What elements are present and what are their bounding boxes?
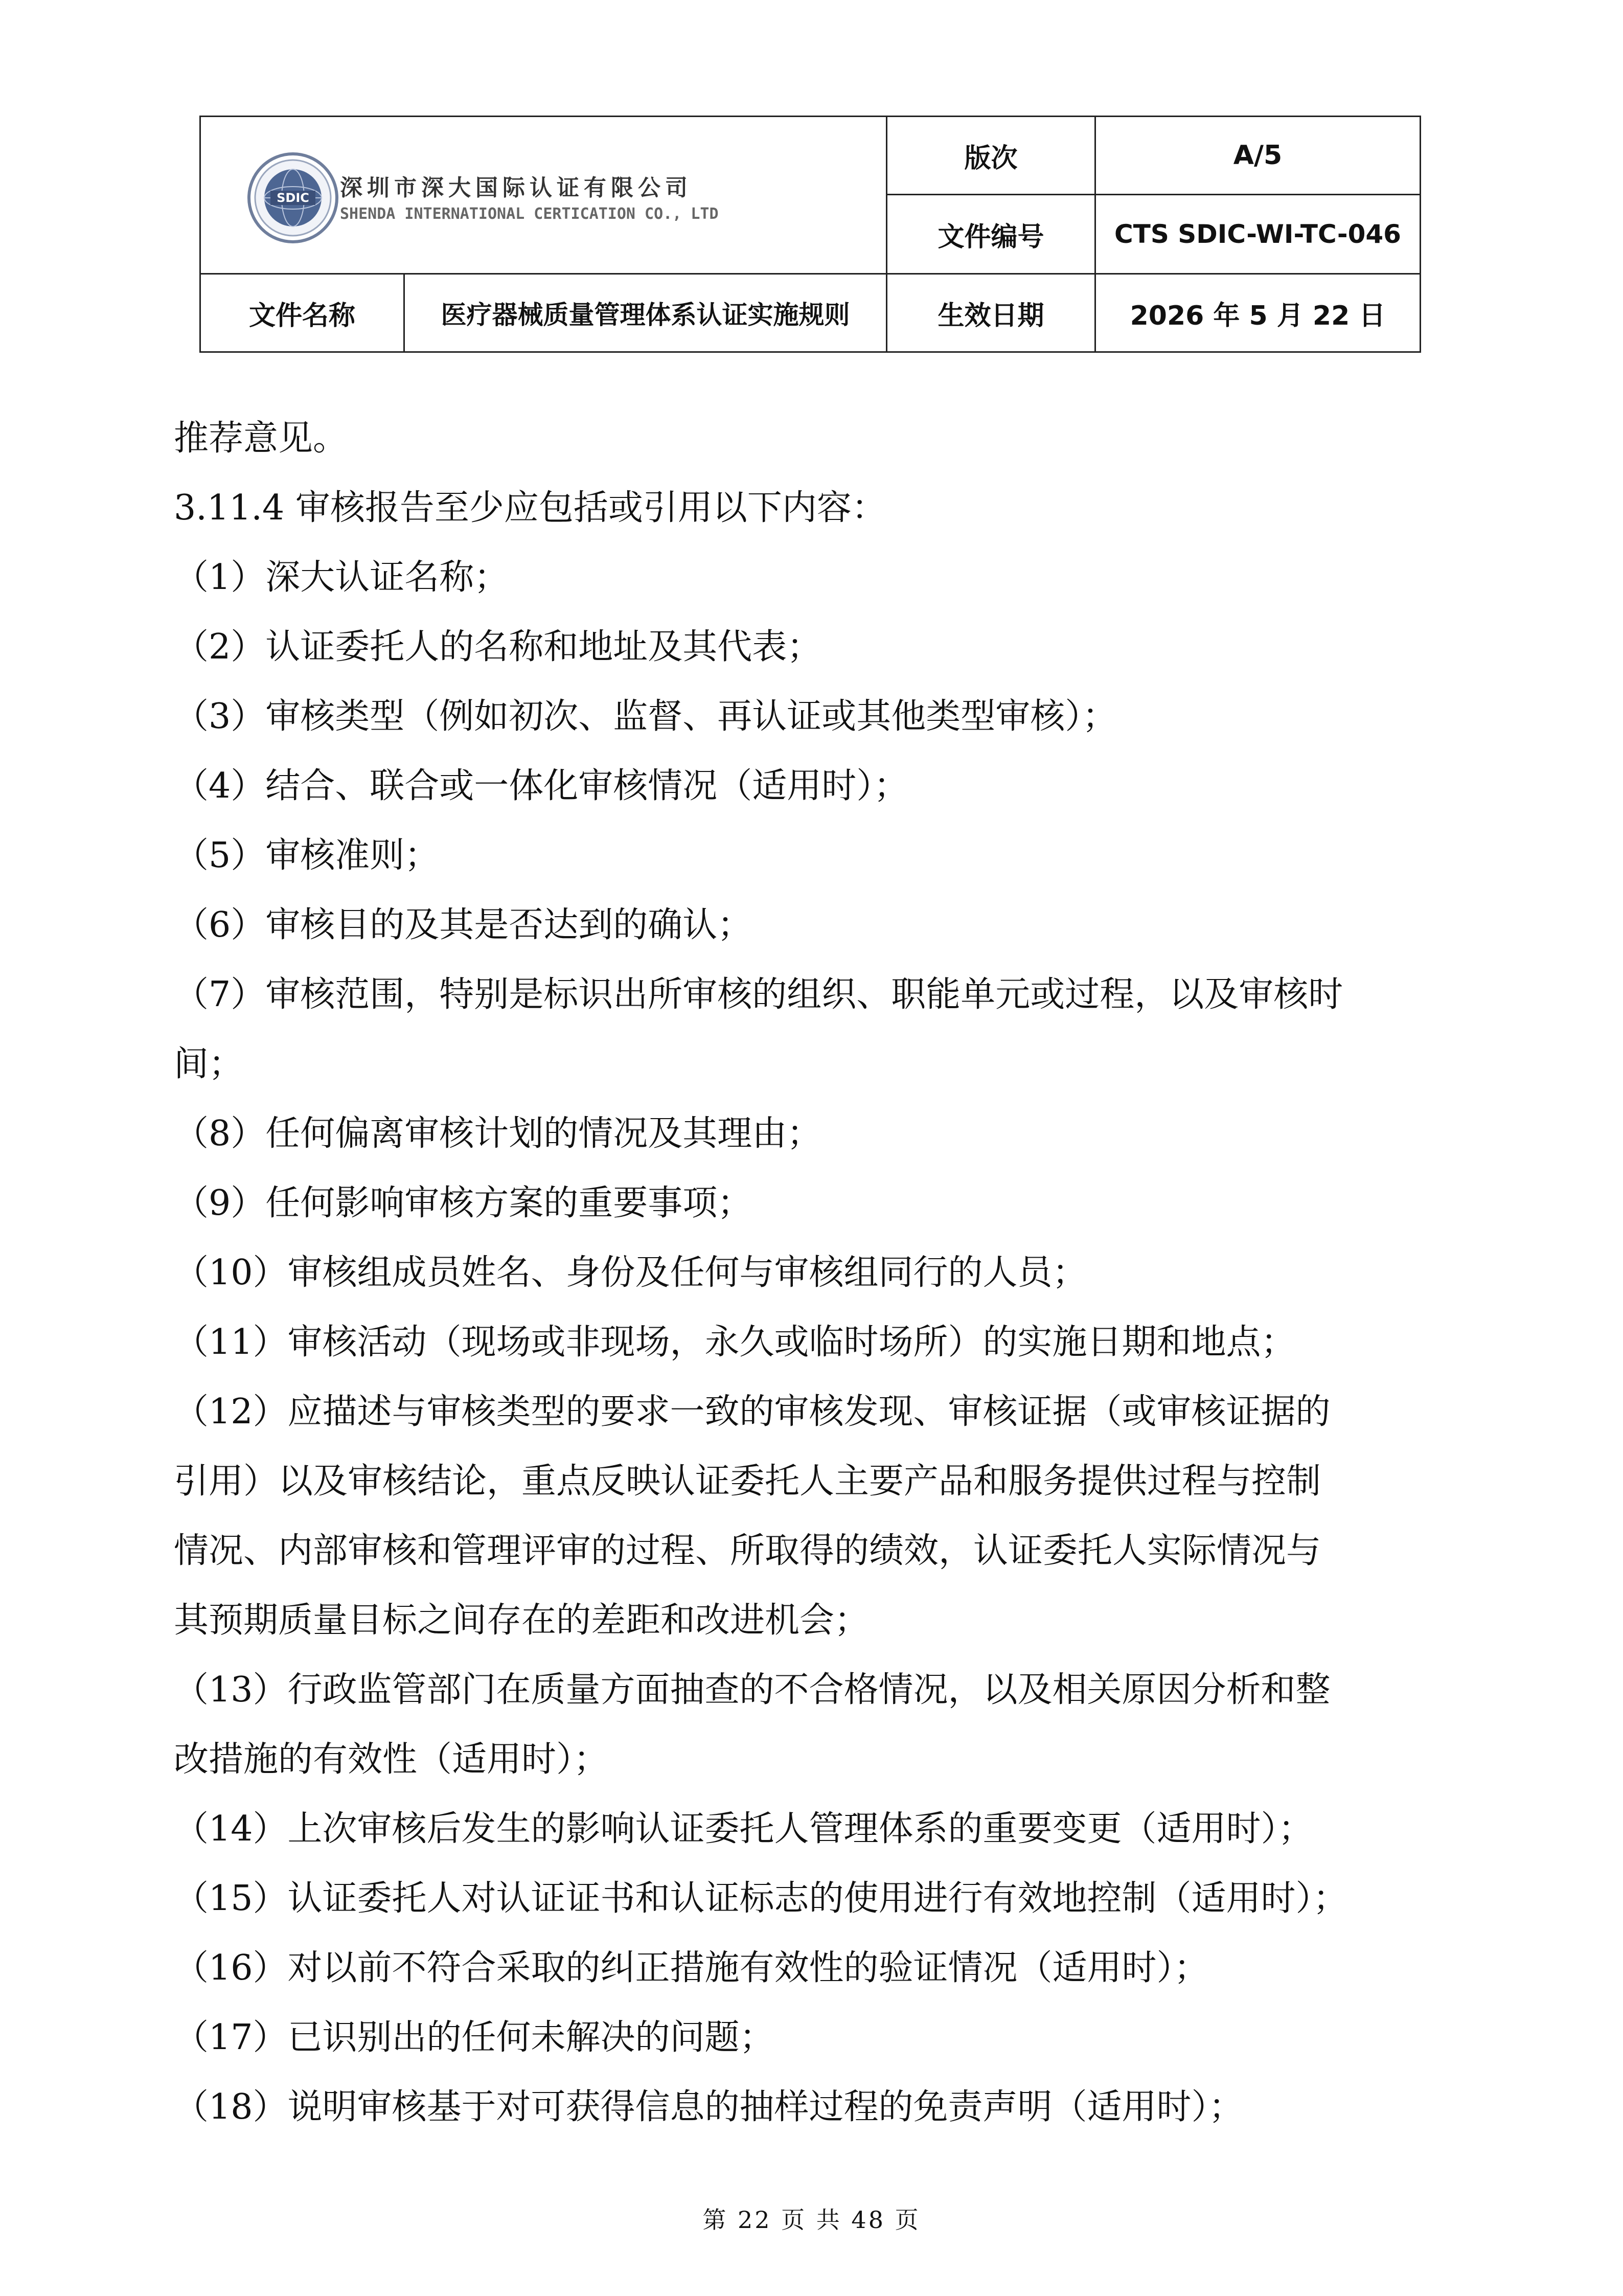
list-item: （13）行政监管部门在质量方面抽查的不合格情况，以及相关原因分析和整 [174, 1670, 1331, 1710]
list-item: （15）认证委托人对认证证书和认证标志的使用进行有效地控制（适用时）； [174, 1878, 1348, 1919]
doc-name-label: 文件名称 [248, 300, 355, 331]
list-item-continuation: 其预期质量目标之间存在的差距和改进机会； [174, 1600, 870, 1641]
list-item: （9）任何影响审核方案的重要事项； [174, 1183, 752, 1223]
effective-date-label: 生效日期 [938, 300, 1044, 331]
svg-text:SDIC: SDIC [277, 191, 309, 205]
list-item: （1）深大认证名称； [174, 557, 509, 598]
list-item: （8）任何偏离审核计划的情况及其理由； [174, 1113, 822, 1154]
list-item: （16）对以前不符合采取的纠正措施有效性的验证情况（适用时）； [174, 1948, 1209, 1988]
list-item: （17）已识别出的任何未解决的问题； [174, 2017, 774, 2058]
company-name-en: SHENDA INTERNATIONAL CERTICATION CO., LTD [340, 205, 719, 223]
document-header-table [199, 116, 1421, 353]
list-item: （12）应描述与审核类型的要求一致的审核发现、审核证据（或审核证据的 [174, 1392, 1331, 1432]
doc-name-value: 医疗器械质量管理体系认证实施规则 [441, 300, 850, 330]
list-item-continuation: 间； [174, 1044, 244, 1084]
list-item: （5）审核准则； [174, 835, 440, 876]
document-body [174, 404, 1465, 2142]
company-logo-cell [201, 117, 887, 275]
list-item: （7）审核范围，特别是标识出所审核的组织、职能单元或过程，以及审核时 [174, 974, 1343, 1015]
list-item-continuation: 引用）以及审核结论，重点反映认证委托人主要产品和服务提供过程与控制 [174, 1461, 1321, 1502]
list-item-continuation: 情况、内部审核和管理评审的过程、所取得的绩效，认证委托人实际情况与 [174, 1531, 1321, 1571]
page-number: 第 22 页 共 48 页 [702, 2206, 921, 2234]
effective-date-value: 2026 年 5 月 22 日 [1130, 300, 1386, 331]
list-item: （11）审核活动（现场或非现场，永久或临时场所）的实施日期和地点； [174, 1322, 1296, 1362]
company-seal-logo [247, 152, 339, 244]
list-item: （10）审核组成员姓名、身份及任何与审核组同行的人员； [174, 1253, 1087, 1293]
company-name-cn: 深圳市深大国际认证有限公司 [340, 175, 692, 201]
list-item: （14）上次审核后发生的影响认证委托人管理体系的重要变更（适用时）； [174, 1809, 1313, 1849]
body-line: 推荐意见。 [174, 418, 348, 459]
version-label: 版次 [964, 143, 1018, 174]
list-item: （3）审核类型（例如初次、监督、再认证或其他类型审核）； [174, 696, 1117, 737]
doc-number-label: 文件编号 [938, 221, 1044, 253]
list-item: （18）说明审核基于对可获得信息的抽样过程的免责声明（适用时）； [174, 2087, 1244, 2127]
list-item: （4）结合、联合或一体化审核情况（适用时）； [174, 766, 909, 806]
list-item: （6）审核目的及其是否达到的确认； [174, 905, 752, 945]
version-value: A/5 [1233, 140, 1283, 171]
section-heading: 3.11.4 审核报告至少应包括或引用以下内容： [174, 488, 886, 528]
list-item: （2）认证委托人的名称和地址及其代表； [174, 627, 822, 667]
doc-number-value: CTS SDIC-WI-TC-046 [1114, 219, 1401, 249]
list-item-continuation: 改措施的有效性（适用时）； [174, 1739, 609, 1780]
